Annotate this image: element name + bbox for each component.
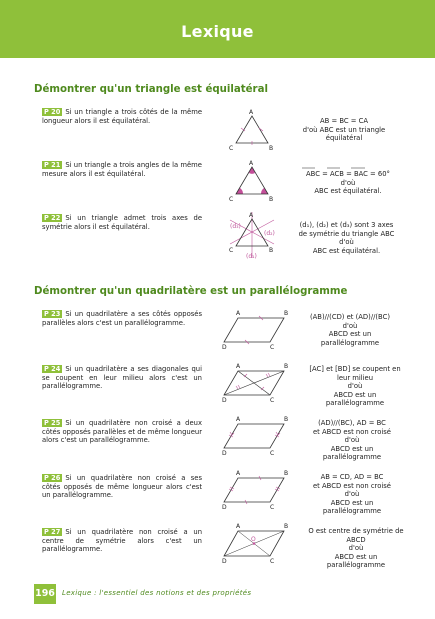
vertex-label-a: A: [249, 160, 254, 167]
conclusion-line: ABCD est un: [328, 330, 372, 339]
conclusion-line: de symétrie du triangle ABC: [298, 229, 395, 238]
conclusion-line: et ABCD est non croisé: [313, 427, 391, 436]
vertex-label-a: A: [249, 109, 254, 116]
property-text: Si un quadrilatère a ses diagonales qui se coupent en leur milieu alors c'est un parallélogramme.: [42, 365, 202, 391]
badge-p23: P 23: [44, 310, 61, 318]
badge-p25: P 25: [44, 419, 61, 427]
conclusion-line: et ABCD est non croisé: [313, 481, 391, 490]
property-text: Si un triangle a trois côtés de la même longueur alors il est équilatéral.: [42, 108, 202, 125]
conclusion-line: d'où: [339, 238, 354, 247]
conclusion-line: ABCD est un: [330, 498, 374, 507]
vertex-label-b: B: [284, 416, 289, 423]
section-title-triangle: Démontrer qu'un triangle est équilatéral: [34, 84, 268, 95]
vertex-label-b: B: [269, 196, 274, 203]
badge-p22: P 22: [44, 214, 61, 222]
conclusion-p27: [294, 527, 418, 570]
vertex-label-c: C: [270, 504, 275, 511]
badge-p26: P 26: [44, 474, 61, 482]
vertex-label-c: C: [270, 450, 275, 457]
vertex-label-a: A: [236, 363, 241, 370]
property-text: Si un quadrilatère non croisé a un centre de symétrie alors c'est un parallélogramme.: [42, 528, 202, 554]
vertex-label-a: A: [236, 470, 241, 477]
vertex-label-c: C: [229, 247, 234, 254]
vertex-label-a: A: [236, 310, 241, 317]
conclusion-line: d'où: [340, 178, 356, 187]
vertex-label-d: D: [222, 397, 227, 404]
center-label-o: O: [251, 536, 256, 543]
vertex-label-c: C: [270, 344, 275, 351]
axis-label-d2: (d₂): [264, 230, 275, 237]
property-text: Si un quadrilatère a ses côtés opposés parallèles alors c'est un parallélogramme.: [42, 310, 202, 327]
conclusion-line: parallélogramme: [320, 338, 380, 347]
conclusion-line: parallélogramme: [325, 399, 385, 408]
conclusion-line: ABCD est un: [330, 444, 374, 453]
conclusion-line: ABCD est un: [334, 552, 378, 561]
conclusion-line: d'où: [344, 436, 360, 445]
section-title-parallelogram: Démontrer qu'un quadrilatère est un parallélogramme: [34, 286, 348, 297]
vertex-label-a: A: [236, 416, 241, 423]
badge-p24: P 24: [44, 365, 61, 373]
vertex-label-b: B: [284, 470, 289, 477]
conclusion-line: (AD)//(BC), AD = BC: [318, 419, 386, 427]
conclusion-line: d'où: [347, 382, 363, 391]
vertex-label-c: C: [270, 397, 275, 404]
badge-p27: P 27: [44, 528, 61, 536]
conclusion-line: ABC est équilatéral.: [314, 187, 382, 196]
conclusion-line: parallélogramme: [322, 507, 382, 516]
vertex-label-d: D: [222, 558, 227, 565]
conclusion-line: O est centre de symétrie de: [308, 527, 404, 535]
conclusion-line: [AC] et [BD] se coupent en: [309, 365, 401, 373]
vertex-label-c: C: [229, 145, 234, 152]
vertex-label-c: C: [229, 196, 234, 203]
conclusion-line: ABC est équilatéral.: [312, 246, 381, 255]
property-text: Si un quadrilatère non croisé a ses côtés opposés de même longueur alors c'est un parallélogramme.: [42, 474, 202, 500]
conclusion-line: ABCD: [346, 535, 366, 544]
vertex-label-a: A: [249, 212, 254, 219]
conclusion-line: ABC = ACB = BAC = 60°: [306, 170, 390, 178]
property-text: Si un triangle a trois angles de la même mesure alors il est équilatéral.: [42, 161, 202, 178]
conclusion-line: équilatéral: [325, 134, 363, 143]
conclusion-line: d'où: [348, 544, 364, 553]
vertex-label-b: B: [284, 363, 289, 370]
conclusion-line: d'où: [342, 321, 358, 330]
vertex-label-b: B: [284, 310, 289, 317]
vertex-label-c: C: [270, 558, 275, 565]
vertex-label-b: B: [269, 247, 274, 254]
vertex-label-d: D: [222, 450, 227, 457]
vertex-label-d: D: [222, 504, 227, 511]
conclusion-line: (AB)//(CD) et (AD)//(BC): [309, 313, 390, 321]
conclusion-line: AB = CD, AD = BC: [320, 473, 384, 481]
badge-p21: P 21: [44, 161, 61, 169]
axis-label-d1: (d₁): [246, 253, 257, 260]
badge-p20: P 20: [44, 108, 61, 116]
page-number: 196: [34, 584, 56, 604]
vertex-label-d: D: [222, 344, 227, 351]
vertex-label-b: B: [269, 145, 274, 152]
conclusion-line: d'où ABC est un triangle: [302, 125, 386, 134]
conclusion-line: parallélogramme: [326, 561, 386, 570]
conclusion-line: (d₁), (d₂) et (d₃) sont 3 axes: [299, 221, 394, 229]
property-text: Si un triangle admet trois axes de symétrie alors il est équilatéral.: [42, 214, 202, 231]
vertex-label-a: A: [236, 523, 241, 530]
property-text: Si un quadrilatère non croisé a deux côtés opposés parallèles et de même longueur alors c'est un parallélogramme.: [42, 419, 202, 445]
conclusion-line: AB = BC = CA: [319, 117, 369, 125]
conclusion-line: leur milieu: [336, 373, 374, 382]
vertex-label-b: B: [284, 523, 289, 530]
axis-label-d3: (d₃): [230, 223, 241, 230]
page-title: Lexique: [181, 22, 254, 41]
conclusion-line: d'où: [344, 490, 360, 499]
footer-text: Lexique : l'essentiel des notions et des propriétés: [62, 589, 252, 597]
conclusion-line: parallélogramme: [322, 453, 382, 462]
conclusion-line: ABCD est un: [333, 390, 377, 399]
